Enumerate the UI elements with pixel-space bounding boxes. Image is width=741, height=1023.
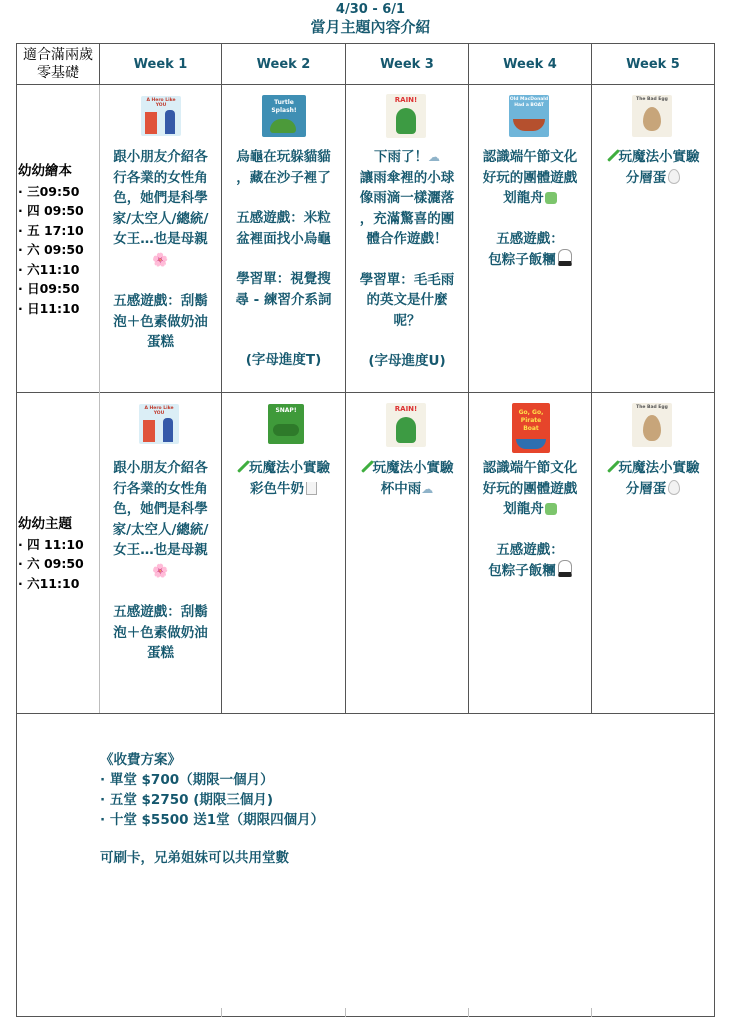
grid-line (16, 43, 17, 1017)
test-tube-icon (607, 150, 619, 162)
text-line: 蛋糕 (147, 645, 174, 661)
book-cover-hero-like-you (141, 96, 181, 136)
book-cover-hero-like-you (139, 404, 179, 444)
text-line: 下雨了！ (374, 149, 428, 165)
book-title: The Bad Egg (636, 405, 668, 410)
dragon-icon (545, 503, 557, 515)
text-line: 呢？ (393, 312, 421, 329)
text-line: 包粽子飯糰 (488, 252, 556, 268)
text-line: 學習單：毛毛雨 (359, 271, 455, 288)
monster-shape (396, 108, 416, 134)
text-line: 體合作遊戲！ (366, 231, 448, 247)
text-line: 認識端午節文化 (482, 149, 578, 165)
book-cover-bad-egg (632, 403, 672, 447)
grid-line (221, 1008, 222, 1017)
text-line: 色，她們是科學 (113, 501, 208, 517)
pricing-item: · 十堂 $5500 送1堂（期限四個月） (100, 812, 325, 828)
week-1-header: Week 1 (133, 56, 188, 72)
text-line: 家/太空人/總統/ (112, 521, 209, 538)
text-line: 玩魔法小實驗 (372, 460, 454, 476)
text-line: 划龍舟 (503, 501, 544, 517)
text-line: 跟小朋友介紹各 (113, 460, 208, 476)
flower-icon: 🌸 (152, 563, 169, 579)
milk-glass-icon (306, 482, 317, 495)
alphabet-progress: (字母進度T) (245, 352, 322, 368)
text-line: ，充滿驚喜的團 (359, 210, 455, 227)
text-line: 行各業的女性角 (113, 169, 208, 186)
text-line: 五感遊戲：刮鬍 (113, 293, 208, 309)
book-cover-turtle-splash (262, 95, 306, 137)
row2-week2-cell (222, 458, 345, 499)
text-line: 家/太空人/總統/ (112, 210, 209, 227)
text-line: 像雨滴一樣灑落 (359, 190, 455, 206)
week-3-header: Week 3 (380, 56, 434, 72)
text-line: 玩魔法小實驗 (618, 460, 700, 476)
grid-line (16, 392, 715, 393)
rain-cloud-icon: ☁ (421, 481, 434, 496)
row1-time: · 日11:10 (18, 300, 80, 316)
week-4-header: Week 4 (503, 56, 557, 72)
row1-week1-cell (100, 147, 221, 353)
book-title: A Hero Like YOU (144, 406, 174, 416)
test-tube-icon (237, 461, 249, 473)
text-line: 女王…也是母親 (113, 231, 208, 247)
rain-cloud-icon: ☁ (428, 150, 440, 164)
text-line: 學習單：視覺搜 (236, 271, 331, 287)
book-cover-old-macdonald-boat (509, 95, 549, 137)
test-tube-icon (361, 461, 373, 473)
row2-week1-cell (100, 458, 221, 664)
boat-shape (513, 119, 545, 131)
test-tube-icon (607, 461, 619, 473)
flower-icon: 🌸 (152, 252, 169, 268)
book-cover-pirate-boat (512, 403, 550, 453)
text-line: 女王…也是母親 (113, 542, 208, 558)
row1-time: · 六11:10 (18, 261, 80, 277)
week-2-header: Week 2 (256, 56, 311, 72)
crocodile-shape (273, 424, 299, 436)
text-line: 好玩的團體遊戲 (482, 480, 578, 497)
text-line: 泡＋色素做奶油 (113, 313, 208, 330)
grid-line (591, 1008, 592, 1017)
text-line: 盆裡面找小烏龜 (236, 230, 331, 247)
egg-character-shape (643, 415, 661, 441)
text-line: 的英文是什麼 (366, 292, 448, 308)
turtle-shape (270, 119, 296, 133)
text-line: 認識端午節文化 (482, 460, 578, 476)
row2-time: · 六11:10 (18, 575, 80, 591)
row2-week5-cell (592, 458, 714, 499)
text-line: 分層蛋 (625, 169, 667, 186)
text-line: 讓雨傘裡的小球 (359, 169, 455, 186)
page-title: 當月主題內容介紹 (310, 18, 431, 36)
grid-line (468, 1008, 469, 1017)
book-title: SNAP! (275, 407, 297, 414)
text-line: 包粽子飯糰 (488, 563, 556, 579)
row2-title: 幼幼主題 (18, 516, 72, 532)
row1-time: · 三09:50 (18, 183, 80, 199)
text-line: 五感遊戲：刮鬍 (113, 604, 208, 620)
book-cover-rain (386, 94, 426, 138)
alphabet-progress: (字母進度U) (368, 353, 446, 369)
row2-week3-cell (346, 458, 468, 499)
book-title: RAIN! (394, 405, 418, 413)
text-line: 蛋糕 (147, 334, 174, 350)
text-line: 五感遊戲：米粒 (236, 210, 331, 226)
row1-time: · 四 09:50 (18, 203, 84, 218)
row1-week3-cell (346, 147, 468, 372)
book-title: A Hero Like YOU (146, 98, 176, 108)
row2-time: · 六 09:50 (18, 556, 84, 571)
text-line: 划龍舟 (503, 190, 544, 206)
text-line: 分層蛋 (625, 480, 667, 497)
date-range: 4/30 - 6/1 (335, 2, 406, 17)
row1-time: · 五 17:10 (18, 222, 84, 238)
text-line: 玩魔法小實驗 (618, 149, 700, 165)
age-header-line1: 適合滿兩歲 (23, 47, 93, 63)
boat-shape (516, 439, 546, 449)
text-line: 彩色牛奶 (250, 480, 304, 497)
week-5-header: Week 5 (626, 56, 680, 72)
egg-icon (668, 169, 680, 184)
book-title: RAIN! (394, 96, 418, 104)
grid-line (16, 1016, 715, 1017)
text-line: 玩魔法小實驗 (249, 460, 330, 476)
book-title: The Bad Egg (636, 97, 668, 102)
pricing-title: 《收費方案》 (100, 752, 181, 768)
rice-ball-icon (558, 249, 572, 266)
figure-shape (165, 110, 175, 134)
row2-time: · 四 11:10 (18, 536, 84, 552)
row1-title: 幼幼繪本 (18, 163, 72, 179)
row1-week2-cell (222, 147, 345, 371)
monster-shape (396, 417, 416, 443)
grid-line (16, 713, 715, 714)
book-title: Turtle Splash! (271, 99, 297, 114)
egg-icon (668, 480, 680, 495)
text-line: 尋 - 練習介系詞 (235, 291, 332, 308)
book-cover-snap (268, 404, 304, 444)
book-cover-bad-egg (632, 95, 672, 137)
row2-label (18, 515, 84, 593)
dragon-icon (545, 192, 557, 204)
page-header (0, 2, 741, 37)
row1-label (18, 162, 84, 318)
grid-line (714, 43, 715, 1017)
row1-week4-cell (469, 147, 591, 271)
row1-week5-cell (592, 147, 714, 188)
text-line: 泡＋色素做奶油 (113, 624, 208, 641)
egg-character-shape (643, 107, 661, 131)
row2-week4-cell (469, 458, 591, 582)
text-line: 烏龜在玩躲貓貓 (236, 149, 331, 165)
pricing-note: 可刷卡，兄弟姐妹可以共用堂數 (100, 850, 289, 866)
pricing-item: · 單堂 $700（期限一個月） (100, 772, 274, 788)
age-header-line2: 零基礎 (37, 65, 79, 81)
pricing-section (100, 750, 324, 868)
text-line: 五感遊戲： (496, 230, 564, 247)
book-title: Go, Go, Pirate Boat (518, 409, 544, 432)
building-shape (145, 112, 157, 134)
grid-line (16, 84, 715, 85)
text-line: 跟小朋友介紹各 (113, 149, 208, 165)
text-line: 行各業的女性角 (113, 480, 208, 497)
rice-ball-icon (558, 560, 572, 577)
text-line: 杯中雨 (380, 480, 422, 497)
text-line: 色，她們是科學 (113, 190, 208, 206)
age-header (17, 44, 99, 84)
pricing-item: · 五堂 $2750 (期限三個月) (100, 792, 274, 808)
text-line: 好玩的團體遊戲 (482, 169, 578, 186)
book-title: Old MacDonald Had a BOAT (509, 97, 549, 108)
figure-shape (163, 418, 173, 442)
text-line: 五感遊戲： (496, 541, 564, 558)
row1-time: · 六 09:50 (18, 242, 84, 257)
grid-line (345, 1008, 346, 1017)
row1-time: · 日09:50 (18, 281, 80, 296)
text-line: ，藏在沙子裡了 (236, 169, 331, 186)
building-shape (143, 420, 155, 442)
book-cover-rain (386, 403, 426, 447)
